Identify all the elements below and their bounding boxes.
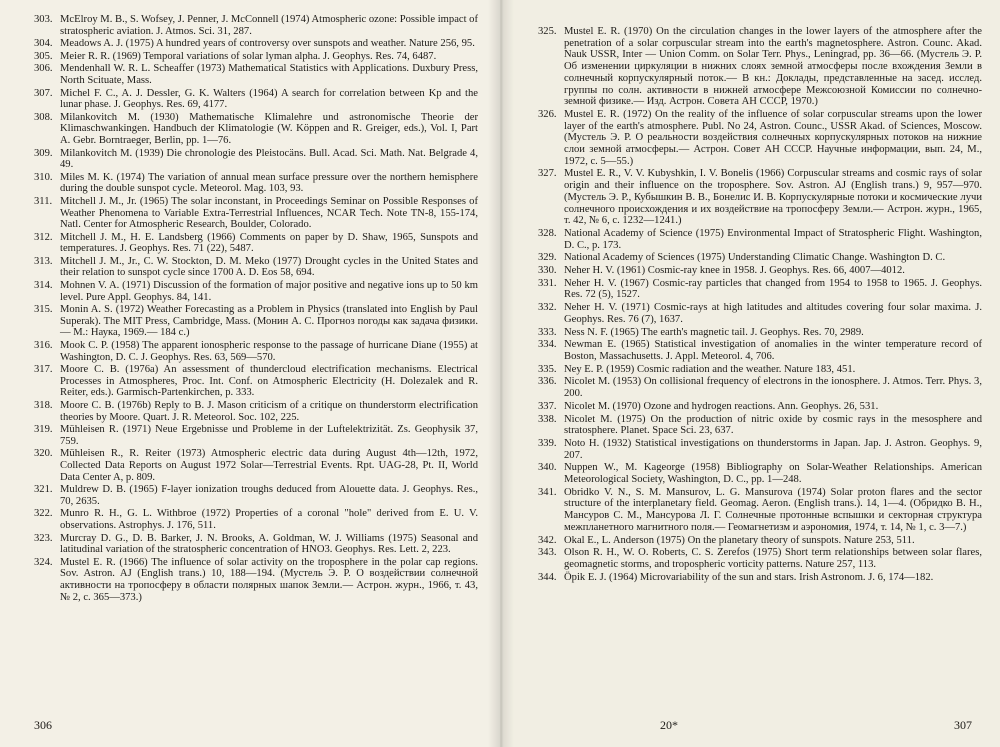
reference-number: 317. — [34, 364, 53, 376]
reference-number: 312. — [34, 231, 53, 243]
reference-entry — [34, 232, 478, 255]
reference-text: Neher H. V. (1961) Cosmic-ray knee in 1958. J. Geophys. Res. 66, 4007—4012. — [564, 265, 905, 277]
reference-text: Milankovitch M. (1930) Mathematische Klimalehre und astronomische Theorie der Klimaschwankingen. Handbuch der Klimatologie (W. Köppen and R. Greiger, eds.), Vol. I, Part A. Gebr. Borntraeger, Berlin, pp. 1—76. — [60, 111, 478, 146]
reference-text: Okal E., L. Anderson (1975) On the planetary theory of sunspots. Nature 253, 511. — [564, 534, 915, 546]
reference-text: Obridko V. N., S. M. Mansurov, L. G. Mansurova (1974) Solar proton flares and the sector structure of the interplanetary field. Geomag. Aeron. (English trans.). 14, 1—4. (Обридко В. Н., Мансуров С. М., Мансурова Л. Г. Солнечные протонные вспышки и секторная структура межпланетного магнитного поля.— Геомагнетизм и аэрономия, 1974, т. 14, № 1, с. 3—7.) — [564, 486, 982, 533]
reference-entry — [538, 401, 982, 413]
reference-text: Nicolet M. (1970) Ozone and hydrogen reactions. Ann. Geophys. 26, 531. — [564, 400, 879, 412]
reference-text: Meadows A. J. (1975) A hundred years of controversy over sunspots and weather. Nature 256, 95. — [60, 38, 475, 50]
reference-text: Munro R. H., G. L. Withbroe (1972) Properties of a coronal "hole" derived from E. U. V. observations. Astrophys. J. 176, 511. — [60, 508, 478, 531]
reference-entry — [538, 364, 982, 376]
reference-entry — [34, 196, 478, 231]
right-page-number: 307 — [954, 718, 972, 732]
reference-number: 305. — [34, 50, 53, 62]
reference-number: 342. — [538, 534, 557, 546]
reference-number: 319. — [34, 424, 53, 436]
reference-entry — [538, 26, 982, 108]
reference-text: Mühleisen R. (1971) Neue Ergebnisse und Probleme in der Luftelektrizität. Zs. Geophysik 37, 759. — [60, 424, 478, 447]
reference-text: Mitchell J. M., Jr., C. W. Stockton, D. M. Meko (1977) Drought cycles in the United States and their relation to sunspot cycle since 1700 A. D. Eos 58, 694. — [60, 255, 478, 279]
reference-entry — [538, 547, 982, 570]
reference-number: 303. — [34, 14, 53, 25]
reference-text: Murcray D. G., D. B. Barker, J. N. Brooks, A. Goldman, W. J. Williams (1975) Seasonal and latitudinal variation of the stratospheric concentration of HNO3. Geophys. Res. Lett. 2, 223. — [60, 532, 478, 556]
reference-number: 335. — [538, 363, 557, 375]
reference-text: Mitchell J. M., Jr. (1965) The solar inconstant, in Proceedings Seminar on Possible Responses of Weather Phenomena to Variable Extra-Terrestrial Influences, NCAR Tech. Note TN-8, 155-174, Natl. Center for Atmospheric Research, Boulder, Colorado. — [60, 195, 478, 231]
reference-text: Öpik E. J. (1964) Microvariability of the sun and stars. Irish Astronom. J. 6, 174—182. — [564, 571, 934, 583]
reference-number: 323. — [34, 532, 53, 544]
reference-number: 314. — [34, 280, 53, 292]
reference-number: 306. — [34, 63, 53, 75]
reference-text: Muldrew D. B. (1965) F-layer ionization troughs deduced from Alouette data. J. Geophys. Res., 70, 2635. — [60, 484, 478, 507]
reference-number: 313. — [34, 255, 53, 267]
reference-text: Neher H. V. (1967) Cosmic-ray particles that changed from 1954 to 1958 to 1965. J. Geophys. Res. 72 (5), 1527. — [564, 277, 982, 301]
reference-entry — [538, 376, 982, 399]
reference-number: 311. — [34, 195, 53, 207]
reference-entry — [34, 364, 478, 399]
reference-number: 330. — [538, 265, 557, 277]
reference-text: Milankovitch M. (1939) Die chronologie des Pleistocäns. Bull. Acad. Sci. Math. Nat. Belgrade 4, 49. — [60, 147, 478, 171]
reference-number: 318. — [34, 400, 53, 411]
reference-entry — [538, 228, 982, 251]
reference-number: 341. — [538, 486, 557, 498]
reference-entry — [34, 88, 478, 111]
reference-text: Michel F. C., A. J. Dessler, G. K. Walters (1964) A search for correlation between Kp and the lunar phase. J. Geophys. Res. 69, 4177. — [60, 87, 478, 111]
reference-number: 344. — [538, 571, 557, 583]
reference-text: Mook C. P. (1958) The apparent ionospheric response to the passage of hurricane Diane (1955) at Washington, D. C. J. Geophys. Res. 63, 569—570. — [60, 340, 478, 363]
reference-entry — [538, 438, 982, 461]
reference-text: Mitchell J. M., H. E. Landsberg (1966) Comments on paper by D. Shaw, 1965, Sunspots and temperatures. J. Geophys. Res. 71 (22), 5487. — [60, 231, 478, 255]
reference-number: 309. — [34, 147, 53, 159]
reference-text: Newman E. (1965) Statistical investigation of anomalies in the winter temperature record of Boston, Massachusetts. J. Appl. Meteorol. 4, 706. — [564, 339, 982, 362]
reference-text: Noto H. (1932) Statistical investigations on thunderstorms in Japan. Jap. J. Astron. Geophys. 9, 207. — [564, 437, 982, 461]
reference-number: 328. — [538, 227, 557, 239]
reference-text: Miles M. K. (1974) The variation of annual mean surface pressure over the northern hemisphere during the double sunspot cycle. Meteorol. Mag. 103, 93. — [60, 171, 478, 195]
reference-number: 327. — [538, 168, 557, 180]
reference-number: 339. — [538, 437, 557, 449]
left-reference-list — [34, 14, 478, 603]
reference-number: 334. — [538, 339, 557, 351]
reference-text: Mustel E. R. (1972) On the reality of the influence of solar corpuscular streams upon the lower layer of the earth's atmosphere. Publ. No 24, Astron. Counc., USSR Akad. of Sciences, Moscow. (Мустель Э. Р. О реальности воздействия солнечных корпускулярных потоков на нижние слои земной атмосферы.— Астрон. Совет АН СССР. Научные информации, вып. 24, М., 1972, с. 5—55.) — [564, 108, 982, 167]
reference-number: 320. — [34, 448, 53, 460]
reference-number: 321. — [34, 484, 53, 496]
reference-entry — [34, 484, 478, 507]
reference-entry — [34, 63, 478, 86]
reference-entry — [538, 535, 982, 547]
reference-number: 325. — [538, 26, 557, 37]
reference-number: 331. — [538, 277, 557, 289]
reference-number: 307. — [34, 87, 53, 99]
reference-entry — [538, 278, 982, 301]
reference-number: 326. — [538, 108, 557, 120]
right-reference-list — [538, 26, 982, 583]
reference-entry — [34, 400, 478, 423]
reference-entry — [34, 172, 478, 195]
reference-entry — [34, 51, 478, 63]
reference-number: 304. — [34, 38, 53, 50]
left-page-number: 306 — [34, 718, 52, 732]
reference-number: 329. — [538, 252, 557, 264]
reference-entry — [34, 424, 478, 447]
reference-entry — [538, 414, 982, 437]
reference-entry — [34, 533, 478, 556]
reference-entry — [34, 448, 478, 483]
reference-text: Nuppen W., M. Kageorge (1958) Bibliography on Solar-Weather Relationships. American Meteorological Society, Washington, D. C., pp. 1—248. — [564, 462, 982, 486]
reference-entry — [538, 265, 982, 277]
reference-text: Moore C. B. (1976b) Reply to B. J. Mason criticism of a critique on thunderstorm electrification theories by Moore. Quart. J. R. Meteorol. Soc. 102, 225. — [60, 400, 478, 423]
reference-text: Mustel E. R., V. V. Kubyshkin, I. V. Bonelis (1966) Corpuscular streams and cosmic rays of solar origin and their influence on the troposphere. Sov. Astron. AJ (English trans.) 9, 957—970. (Мустель Э. Р., Кубышкин В. В., Бонелис И. В. Корпускулярные потоки и космические лучи солнечного происхождения и их воздействие на тропосферу Земли.— Астрон. журн., 1965, т. 42, № 6, с. 1232—1241.) — [564, 168, 982, 227]
reference-text: Mustel E. R. (1966) The influence of solar activity on the troposphere in the polar cap regions. Sov. Astron. AJ (English trans.) 10, 188—194. (Мустель Э. Р. О воздействии солнечной активности на тропосферу в области полярных шапок Земли.— Астрон. журн., 1966, т. 43, № 2, с. 365—373.) — [60, 556, 478, 603]
reference-number: 322. — [34, 508, 53, 520]
reference-entry — [34, 14, 478, 37]
reference-text: Meier R. R. (1969) Temporal variations of solar lyman alpha. J. Geophys. Res. 74, 6487. — [60, 50, 437, 62]
reference-number: 340. — [538, 462, 557, 474]
reference-entry — [34, 280, 478, 303]
reference-number: 310. — [34, 171, 53, 183]
reference-text: Ness N. F. (1965) The earth's magnetic tail. J. Geophys. Res. 70, 2989. — [564, 326, 864, 338]
reference-text: McElroy M. B., S. Wofsey, J. Penner, J. McConnell (1974) Atmospheric ozone: Possible impact of stratospheric aviation. J. Atmos. Sci. 31, 287. — [60, 14, 479, 37]
reference-entry — [34, 508, 478, 531]
reference-entry — [538, 252, 982, 264]
reference-text: Moore C. B. (1976a) An assessment of thundercloud electrification mechanisms. Electrical Processes in Atmospheres, Proc. Int. Conf. on Atmospheric Electricity (H. Dolezalek and R. Reiter, eds.). Garmisch-Partenkirchen, p. 333. — [60, 364, 478, 399]
reference-text: Nicolet M. (1975) On the production of nitric oxide by cosmic rays in the mesosphere and stratosphere. Planet. Space Sci. 23, 637. — [564, 413, 982, 437]
reference-number: 336. — [538, 376, 557, 388]
reference-entry — [538, 168, 982, 227]
reference-number: 316. — [34, 340, 53, 352]
reference-entry — [538, 327, 982, 339]
right-page — [500, 0, 1000, 747]
reference-number: 324. — [34, 556, 53, 568]
reference-number: 332. — [538, 302, 557, 314]
reference-text: National Academy of Science (1975) Environmental Impact of Stratospheric Flight. Washington, D. C., p. 173. — [564, 227, 982, 251]
reference-entry — [538, 462, 982, 485]
reference-text: Ney E. P. (1959) Cosmic radiation and the weather. Nature 183, 451. — [564, 363, 856, 375]
reference-entry — [538, 109, 982, 168]
reference-entry — [34, 112, 478, 147]
reference-number: 338. — [538, 413, 557, 425]
reference-text: Mendenhall W. R. L. Scheaffer (1973) Mathematical Statistics with Applications. Duxbury Press, North Scituate, Mass. — [60, 63, 478, 86]
reference-entry — [34, 38, 478, 50]
reference-text: Olson R. H., W. O. Roberts, C. S. Zerefos (1975) Short term relationships between solar flares, geomagnetic storms, and tropospheric vorticity patterns. Nature 257, 113. — [564, 547, 982, 570]
reference-entry — [538, 302, 982, 325]
reference-entry — [538, 487, 982, 534]
reference-number: 308. — [34, 111, 53, 123]
reference-text: Mustel E. R. (1970) On the circulation changes in the lower layers of the atmosphere after the penetration of a solar corpuscular stream into the earth's magnetosphere. Astron. Counc. Akad. Nauk USSR, Inter — Union Comm. on Solar Terr. Phys., Leningrad, pp. 36—66. (Мустель Э. Р. Об изменении циркуляции в нижних слоях земной атмосферы после вхождения Земли в солнечный корпускулярный поток.— В кн.: Доклады, представленные на засед. исслед. группы по солн. активности в нижней атмосфере Межсоюзной Комиссии по солнечно-земной физике.— Изд. Астрон. Совета АН СССР, 1970.) — [564, 26, 982, 108]
reference-number: 337. — [538, 400, 557, 412]
reference-entry — [538, 572, 982, 584]
reference-entry — [34, 557, 478, 603]
reference-number: 315. — [34, 304, 53, 316]
reference-entry — [34, 256, 478, 279]
reference-text: Mühleisen R., R. Reiter (1973) Atmospheric electric data during August 4th—12th, 1972, Collected Data Reports on August 1972 Solar—Terrestrial Events. Rpt. UAG-28, Pt. II, World Data Center A, p. 809. — [60, 448, 478, 483]
reference-text: National Academy of Sciences (1975) Understanding Climatic Change. Washington D. C. — [564, 252, 946, 264]
reference-entry — [538, 339, 982, 362]
reference-number: 343. — [538, 547, 557, 559]
reference-text: Monin A. S. (1972) Weather Forecasting as a Problem in Physics (translated into English by Paul Superak). The MIT Press, Cambridge, Mass. (Монин А. С. Прогноз погоды как задача физики.— М.: Наука, 1969.— 184 с.) — [60, 304, 478, 339]
reference-number: 333. — [538, 326, 557, 338]
signature-mark: 20* — [660, 718, 678, 732]
reference-text: Nicolet M. (1953) On collisional frequency of electrons in the ionosphere. J. Atmos. Terr. Phys. 3, 200. — [564, 376, 982, 400]
reference-entry — [34, 148, 478, 171]
reference-text: Neher H. V. (1971) Cosmic-rays at high latitudes and altitudes covering four solar maxima. J. Geophys. Res. 76 (7), 1637. — [564, 302, 982, 325]
reference-text: Mohnen V. A. (1971) Discussion of the formation of major positive and negative ions up to 50 km level. Pure Appl. Geophys. 84, 141. — [60, 280, 478, 303]
reference-entry — [34, 340, 478, 363]
reference-entry — [34, 304, 478, 339]
